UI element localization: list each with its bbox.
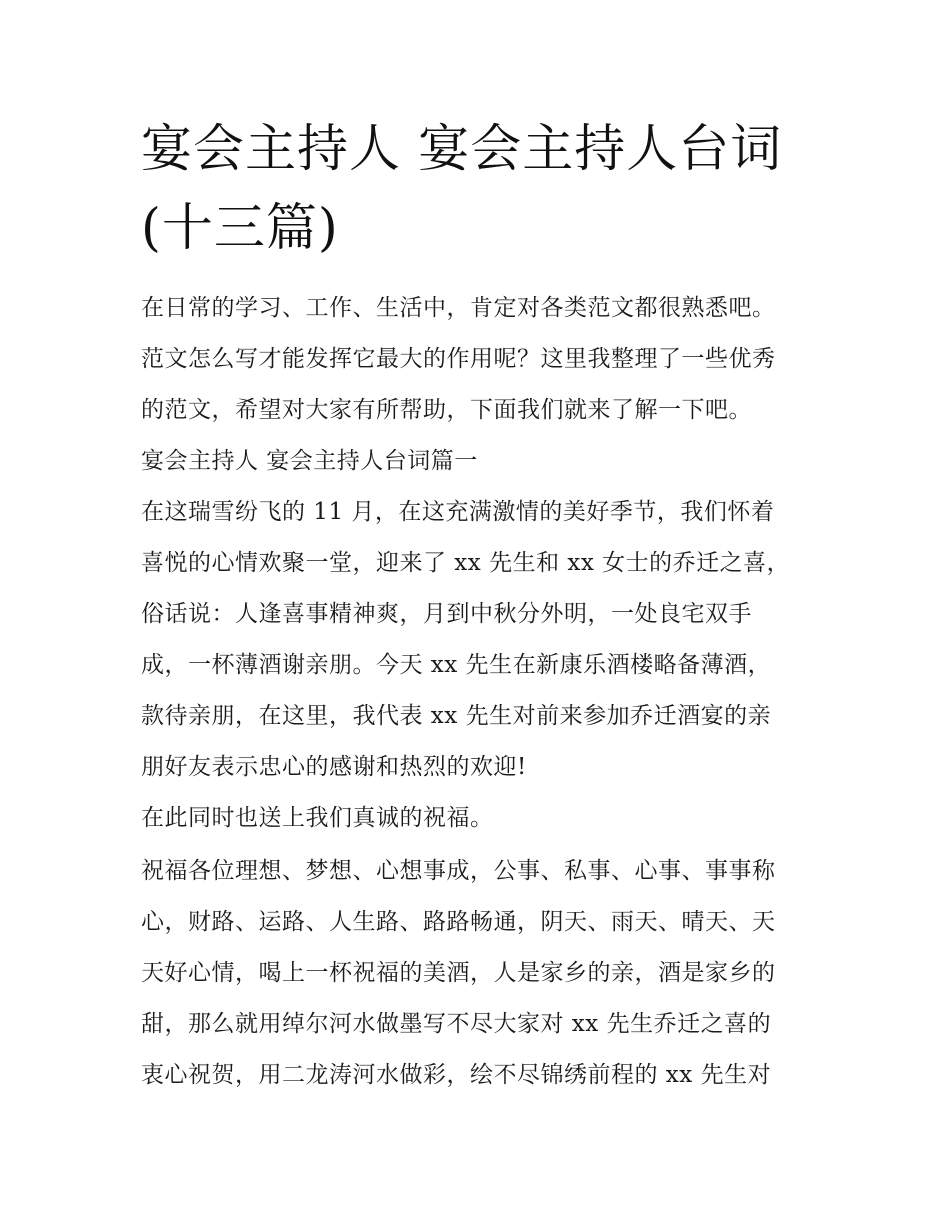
title-line-2: (十三篇) <box>141 199 339 258</box>
intro-line: 在日常的学习、工作、生活中，肯定对各类范文都很熟悉吧。 <box>141 295 776 321</box>
section-heading: 宴会主持人 宴会主持人台词篇一 <box>141 448 478 474</box>
paragraph-line: 俗话说：人逢喜事精神爽，月到中秋分外明，一处良宅双手 <box>141 601 752 627</box>
paragraph-line: 款待亲朋，在这里，我代表 xx 先生对前来参加乔迁酒宴的亲 <box>141 703 772 729</box>
paragraph-line: 祝福各位理想、梦想、心想事成，公事、私事、心事、事事称 <box>141 858 776 884</box>
document-page <box>141 110 821 1101</box>
document-title <box>141 110 821 268</box>
title-line-1: 宴会主持人 宴会主持人台词 <box>141 120 783 179</box>
paragraph-line: 在此同时也送上我们真诚的祝福。 <box>141 805 494 831</box>
intro-line: 的范文，希望对大家有所帮助，下面我们就来了解一下吧。 <box>141 397 752 423</box>
paragraph-line: 天好心情，喝上一杯祝福的美酒，人是家乡的亲，酒是家乡的 <box>141 960 776 986</box>
document-body <box>141 283 821 1101</box>
paragraph-line: 朋好友表示忠心的感谢和热烈的欢迎! <box>141 754 527 780</box>
intro-paragraph <box>141 283 821 436</box>
paragraph-line: 衷心祝贺，用二龙涛河水做彩，绘不尽锦绣前程的 xx 先生对 <box>141 1062 772 1088</box>
paragraph-2 <box>141 793 821 844</box>
paragraph-line: 喜悦的心情欢聚一堂，迎来了 xx 先生和 xx 女士的乔迁之喜， <box>141 550 791 576</box>
paragraph-line: 在这瑞雪纷飞的 11 月，在这充满激情的美好季节，我们怀着 <box>141 499 775 525</box>
paragraph-line: 心，财路、运路、人生路、路路畅通，阴天、雨天、晴天、天 <box>141 909 776 935</box>
paragraph-line: 成，一杯薄酒谢亲朋。今天 xx 先生在新康乐酒楼略备薄酒， <box>141 652 772 678</box>
paragraph-3 <box>141 846 821 1101</box>
intro-line: 范文怎么写才能发挥它最大的作用呢？这里我整理了一些优秀 <box>141 346 776 372</box>
paragraph-line: 甜，那么就用绰尔河水做墨写不尽大家对 xx 先生乔迁之喜的 <box>141 1011 772 1037</box>
paragraph-1 <box>141 487 821 793</box>
